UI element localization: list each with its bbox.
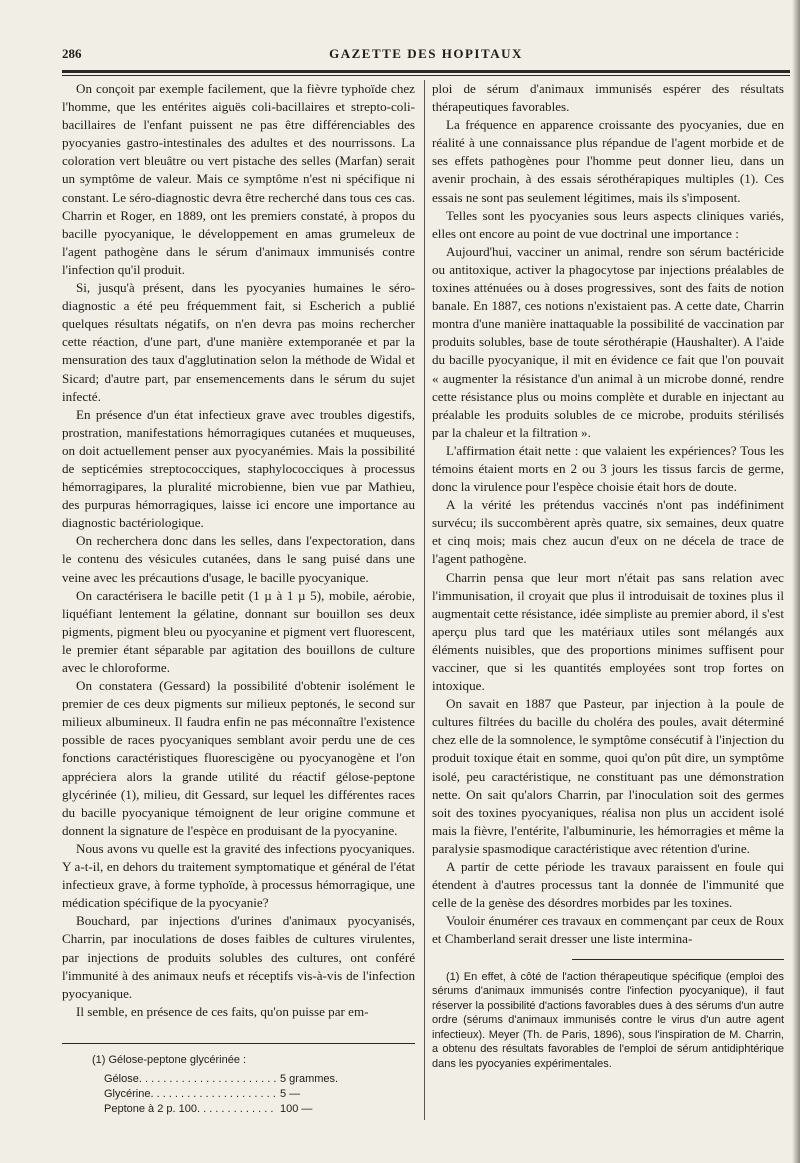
recipe-table: [104, 1072, 344, 1117]
right-column: [432, 80, 784, 1072]
header-rule-thick: [62, 70, 790, 73]
paragraph: Aujourd'hui, vacciner un animal, rendre son sérum bactéricide ou antitoxique, activer la phagocytose par injections préalables de toxines atténuées ou à doses progressives, sont des faits de notion banale. En 1887, ces notions n'existaient pas. A cette date, Charrin montra d'une manière inattaquable la possibilité de vaccination par produits solubles, base de toute sérothérapie (Haushalter). A l'aide du bacille pyocyanique, il mit en évidence ce fait que l'on pouvait « augmenter la résistance d'un animal à un microbe donné, rendre cette résistance plus ou moins complète et durable en injectant au préalable les produits solubles de ce microbe, produits stérilisés par la chaleur et la filtration ».: [432, 243, 784, 440]
paragraph: L'affirmation était nette : que valaient les expériences? Tous les témoins étaient morts en 2 ou 3 jours les tissus farcis de germe, donc la virulence pour l'espèce choisie était hors de doute.: [432, 442, 784, 495]
paragraph: Il semble, en présence de ces faits, qu'on puisse par em-: [76, 1003, 369, 1019]
page-edge-shadow: [792, 0, 800, 1163]
footnote-heading: (1) Gélose-peptone glycérinée :: [92, 1053, 247, 1066]
running-title: GAZETTE DES HOPITAUX: [329, 46, 523, 61]
paragraph: La fréquence en apparence croissante des pyocyanies, due en réalité à une connaissance plus répandue de l'agent morbide et de ses effets pathogènes pour l'homme peut donner lieu, dans un avenir prochain, à des essais sérothérapiques multiples (1). Ces essais ne sont pas seulement légitimes, mais ils s'imposent.: [432, 117, 784, 205]
recipe-row: [104, 1087, 344, 1102]
paragraph: Telles sont les pyocyanies sous leurs aspects cliniques variés, elles ont encore au point de vue doctrinal une importance :: [432, 207, 784, 241]
paragraph: Si, jusqu'à présent, dans les pyocyanies humaines le séro-diagnostic a été peu fréquemment fait, si Escherich a publié quelques résultats négatifs, on n'en devra pas moins rechercher cette réaction, d'une part, d'une manière extemporanée et par la mensuration des taux d'agglutination selon la méthode de Widal et Sicard; d'autre part, par ensemencements dans le sérum du sujet infecté.: [62, 280, 415, 404]
paragraph: On caractérisera le bacille petit (1 µ à 1 µ 5), mobile, aérobie, liquéfiant lentement la gélatine, donnant sur bouillon ses deux pigments, pigment bleu ou pyocyanine et pigment vert fluorescent, le premier étant séparable par agitation des bouillons de culture avec le chloroforme.: [62, 587, 415, 675]
paragraph-continuation: ploi de sérum d'animaux immunisés espérer des résultats thérapeutiques favorables.: [432, 81, 784, 115]
recipe-quantity: 5 grammes.: [280, 1072, 339, 1085]
paragraph: On constatera (Gessard) la possibilité d'obtenir isolément le premier de ces deux pigments sur milieux peptonés, le second sur milieux albumineux. Il faudra enfin ne pas méconnaître l'existence possible de races pyocyaniques semblant avoir perdu une de ces fonctions caractéristiques fluorescigène ou pyocyanogène et l'on appréciera alors la grande utilité du réactif gélose-peptone glycérinée (1), milieu, dit Gessard, sur lequel les différentes races du bacille pyocyanique témoignent de leur origine commune et donnent la signature de l'espèce en produisant de la pyocyanine.: [62, 678, 415, 838]
paragraph: Bouchard, par injections d'urines d'animaux pyocyanisés, Charrin, par inoculations de doses faibles de cultures virulentes, par injections de produits solubles des cultures, ont conféré l'immunité à des animaux neufs et réceptifs vis-à-vis de l'infection pyocyanique.: [62, 913, 415, 1001]
leader-dots: [139, 1072, 276, 1087]
footnote-rule: [62, 1043, 415, 1044]
paragraph: Vouloir énumérer ces travaux en commençant par ceux de Roux et Chamberland serait dresser une liste intermina-: [432, 913, 784, 947]
recipe-row: [104, 1072, 344, 1087]
recipe-quantity: 5 —: [280, 1087, 301, 1100]
leader-dots: [197, 1102, 276, 1117]
paragraph: Nous avons vu quelle est la gravité des infections pyocyaniques. Y a-t-il, en dehors du traitement symptomatique et général de l'état infectieux grave, à forme typhoïde, à processus hémorragique, une médication spécifique de la pyocyanie?: [62, 840, 415, 911]
paragraph: A la vérité les prétendus vaccinés n'ont pas indéfiniment survécu; ils succombèrent après quatre, six semaines, deux quatre et cinq mois; mais chez aucun d'eux on ne décela de trace de l'agent pathogène.: [432, 497, 784, 567]
page-header: [62, 46, 790, 66]
paragraph: On savait en 1887 que Pasteur, par injection à la poule de cultures filtrées du bacille du choléra des poules, avait déterminé chez elle de la somnolence, le symptôme consécutif à l'injection du produit toxique était en somme, quoi qu'on pût dire, un symptôme isolé, peu caractéristique, ne constituant pas une démonstration nette. On sait qu'alors Charrin, par l'inoculation soit des germes soit des toxines pyocyaniques, réalisa non plus un accident isolé mais la fièvre, l'entérite, l'albuminurie, les hémorragies et même la paralysie spasmodique caractéristique avec rétention d'urine.: [432, 696, 784, 856]
paragraph: On conçoit par exemple facilement, que la fièvre typhoïde chez l'homme, que les entérites aiguës coli-bacillaires et strepto-coli-bacillaires de l'enfant puissent ne pas être différenciables des pyocyanies gastro-intestinales des adultes et des nourrissons. La coloration vert bleuâtre ou vert pistache des selles (Marfan) serait un symptôme de valeur. Mais ce symptôme n'est ni spécifique ni constant. Le séro-diagnostic devra être recherché dans tous ces cas. Charrin et Roger, en 1889, ont les premiers constaté, à propos du bacille pyocyanique, le développement en amas grumeleux de l'agent pathogène dans le sérum d'animaux immunisés contre l'infection qu'il produit.: [62, 81, 415, 277]
recipe-ingredient: Glycérine: [104, 1087, 151, 1100]
column-divider: [424, 80, 425, 1120]
paragraph: En présence d'un état infectieux grave avec troubles digestifs, prostration, manifestations hémorragiques cutanées et muqueuses, on doit actuellement penser aux pyocyanémies. Mais la possibilité de septicémies streptococciques, staphylococciques à processus hémorragipares, la pluralité microbienne, bien vue par Mathieu, des purpuras hémorragiques, laisse ici encore une importance au diagnostic bactériologique.: [62, 406, 415, 531]
footnote-rule: [572, 959, 784, 960]
paragraph: A partir de cette période les travaux paraissent en foule qui étendent à d'autres processus tant la donnée de l'immunité que celle de la genèse des désordres morbides par les toxines.: [432, 859, 784, 911]
recipe-ingredient: Peptone à 2 p. 100: [104, 1102, 197, 1115]
paragraph: On recherchera donc dans les selles, dans l'expectoration, dans le contenu des vésicules cutanées, dans le sang puisé dans une veine avec les précautions d'usage, le bacille pyocyanique.: [62, 533, 415, 585]
paragraph: Charrin pensa que leur mort n'était pas sans relation avec l'immunisation, il croyait que plus il introduisait de toxines plus il augmentait cette résistance, idée simpliste au premier abord, il s'est aperçu plus tard que les matériaux utiles sont mélangés aux éléments nuisibles, que des proportions minimes suffisent pour vacciner, que si les quantités employées sont trop fortes on intoxique.: [432, 569, 784, 694]
footnote: (1) En effet, à côté de l'action thérapeutique spécifique (emploi des sérums d'animaux immunisés contre l'infection pyocyanique), il faut réserver la possibilité d'actions favorables dues à des sérums d'un autre ordre (sérums d'animaux immunisés contre le virus d'un autre agent infectieux). Meyer (Th. de Paris, 1896), sous l'inspiration de M. Charrin, a obtenu des résultats favorables de l'emploi de sérum antidiphtérique dans les pyocyanies expérimentales.: [432, 970, 784, 1071]
recipe-ingredient: Gélose: [104, 1072, 139, 1085]
page-number: 286: [62, 46, 82, 61]
header-rule-thin: [62, 75, 790, 76]
recipe-quantity: 100 —: [280, 1102, 313, 1115]
left-column: [62, 80, 415, 1117]
leader-dots: [150, 1087, 276, 1102]
recipe-row: [104, 1102, 344, 1117]
footnote: [62, 1054, 415, 1117]
